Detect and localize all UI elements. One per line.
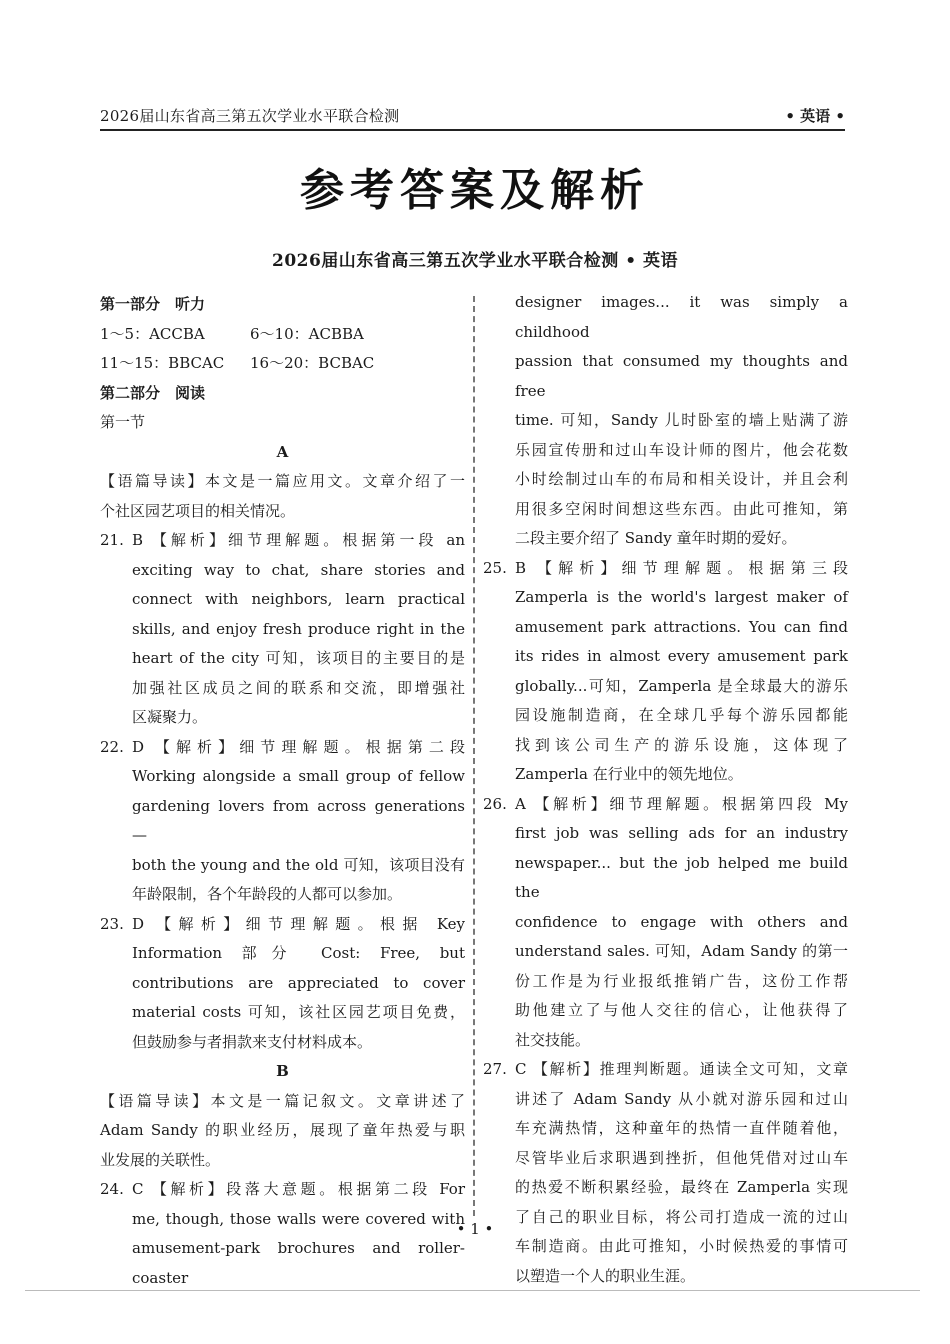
answer-range: 16～20：BCBAC	[250, 354, 375, 372]
column-divider	[473, 296, 475, 1216]
bottom-rule	[25, 1290, 920, 1291]
question-number: 21.	[100, 531, 124, 549]
answer-range: 1～5：ACCBA	[100, 324, 205, 343]
question-number: 23.	[100, 914, 124, 933]
question-number: 26.	[483, 794, 507, 813]
question-22: 22. D 【解析】细节理解题。根据第二段 Working alongside a small group of fellow gardening lovers from across generations— both the young and the old 可知，该项目没有 年龄限制，各个年龄段的人都可以参加。	[100, 733, 465, 910]
section1-heading: 第一节	[100, 413, 146, 431]
question-26: 26. A 【解析】细节理解题。根据第四段 My first job was selling ads for an industry newspaper... but the job helped me build the confidence to engage with others and understand sales. 可知，Adam Sandy 的第一 份工作是为行业报纸推销广告，这份工作帮 助他建立了与他人交往的信心，让他获得了 社交技能。	[483, 790, 848, 1056]
question-number: 22.	[100, 737, 124, 756]
part1-heading: 第一部分 听力	[100, 295, 206, 313]
passage-a-intro: 【语篇导读】本文是一篇应用文。文章介绍了一 个社区园艺项目的相关情况。	[100, 472, 465, 520]
passage-a-heading: A	[276, 442, 289, 461]
part2-heading: 第二部分 阅读	[100, 383, 206, 402]
header-exam-name: 2026届山东省高三第五次学业水平联合检测	[100, 107, 400, 125]
page-header	[100, 103, 845, 131]
left-column	[100, 290, 465, 1293]
question-25: 25. B 【解析】细节理解题。根据第三段 Zamperla is the world's largest maker of amusement park attractions. You can find its rides in almost every amusement park globally...可知，Zamperla 是全球最大的游乐 园设施制造商，在全球几乎每个游乐园都能 找到该公司生产的游乐设施，这体现了 Zamperla 在行业中的领先地位。	[483, 554, 848, 790]
header-subject: • 英语 •	[785, 107, 845, 125]
question-number: 24.	[100, 1180, 124, 1198]
answer-range: 11～15：BBCAC	[100, 354, 225, 372]
answer-range: 6～10：ACBBA	[250, 324, 364, 343]
page-number: • 1 •	[456, 1220, 494, 1238]
passage-b-intro: 【语篇导读】本文是一篇记叙文。文章讲述了 Adam Sandy 的职业经历，展现了童年热爱与职 业发展的关联性。	[100, 1091, 465, 1169]
right-column	[483, 288, 848, 1291]
answer-row	[100, 349, 465, 379]
question-number: 27.	[483, 1060, 507, 1078]
page-title: 参考答案及解析	[300, 165, 650, 216]
question-23: 23. D 【解析】细节理解题。根据 Key Information 部分 Cost: Free, but contributions are appreciated to cover material costs 可知，该社区园艺项目免费， 但鼓励参与者捐款来支付材料成本。	[100, 910, 465, 1058]
question-27: 27. C 【解析】推理判断题。通读全文可知，文章 讲述了 Adam Sandy 从小就对游乐园和过山 车充满热情，这种童年的热情一直伴随着他， 尽管毕业后求职遇到挫折，但他凭借对过山车 的热爱不断积累经验，最终在 Zamperla 实现 了自己的职业目标，将公司打造成一流的过山 车制造商。由此可推知，小时候热爱的事情可 以塑造一个人的职业生涯。	[483, 1055, 848, 1291]
question-24-continued: designer images... it was simply a childhood passion that consumed my thoughts and free time. 可知，Sandy 儿时卧室的墙上贴满了游 乐园宣传册和过山车设计师的图片，他会花数 小时绘制过山车的布局和相关设计，并且会利 用很多空闲时间想这些东西。由此可推知，第 二段主要介绍了 Sandy 童年时期的爱好。	[515, 293, 848, 547]
question-number: 25.	[483, 558, 507, 577]
passage-b-heading: B	[276, 1062, 289, 1080]
answer-row	[100, 320, 465, 350]
question-21: 21. B 【解析】细节理解题。根据第一段 an exciting way to chat, share stories and connect with neighbors, learn practical skills, and enjoy fresh produce right in the heart of the city 可知，该项目的主要目的是 加强社区成员之间的联系和交流，即增强社 区凝聚力。	[100, 526, 465, 733]
question-24: 24. C 【解析】段落大意题。根据第二段 For me, though, those walls were covered with amusement-park brochures and roller-coaster	[100, 1175, 465, 1293]
page-subtitle: 2026届山东省高三第五次学业水平联合检测 • 英语	[271, 251, 679, 271]
